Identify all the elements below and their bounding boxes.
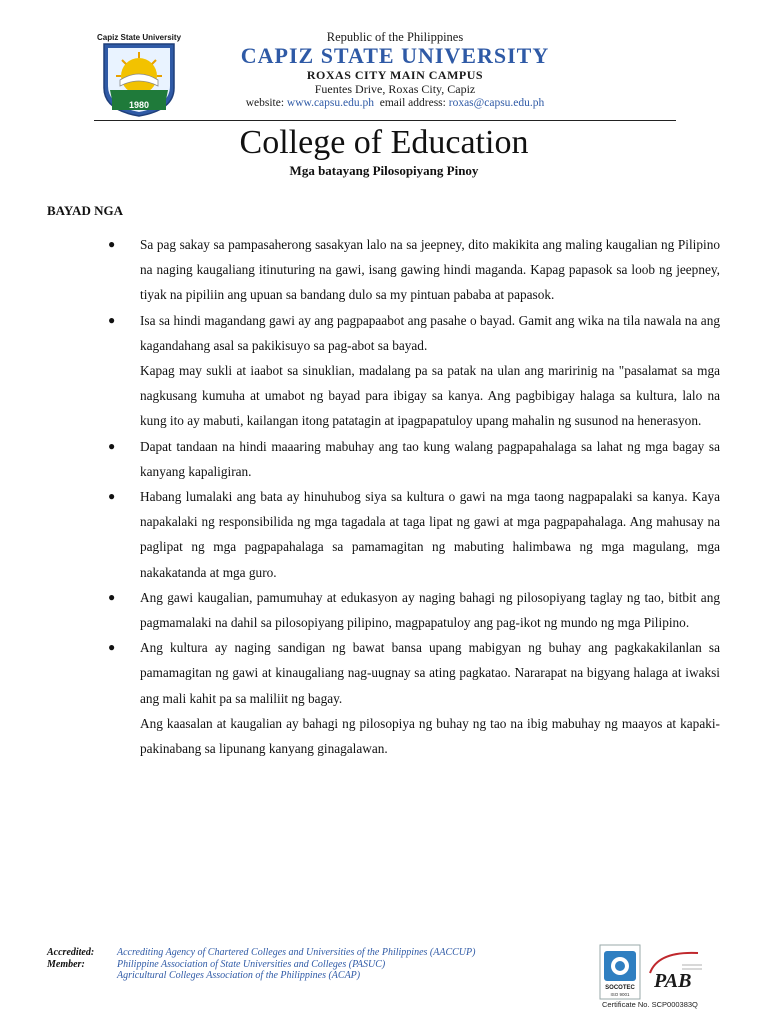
certification-logos	[598, 943, 708, 1001]
paragraph: Ang gawi kaugalian, pamumuhay at edukasyon ay naging bahagi ng pilosopiyang taglay ng tao, bitbit ang pagmamalaki na dahil sa pilosopiyang pilipino, magpapatuloy ang pag-ikot ng mundo ng mga Pilipino.	[140, 589, 720, 631]
accredited-label: Accredited:	[47, 947, 95, 958]
pab-logo-icon	[650, 953, 702, 992]
bullet-icon: ●	[108, 640, 116, 655]
letterhead	[215, 30, 575, 110]
bullet-icon: ●	[108, 589, 116, 604]
section-heading: BAYAD NGA	[47, 203, 123, 218]
list-item	[108, 484, 720, 585]
pab-text: PAB	[654, 970, 692, 992]
paragraph: Isa sa hindi magandang gawi ay ang pagpapaabot ang pasahe o bayad. Gamit ang wika na tila nawala na ang kagandahang asal sa pakikisuyo sa pag-abot sa bayad.	[140, 312, 720, 353]
email-label: email address:	[379, 97, 446, 109]
email-link[interactable]: roxas@capsu.edu.ph	[448, 97, 545, 109]
bullet-icon: ●	[108, 438, 116, 453]
member-label: Member:	[47, 958, 85, 970]
paragraph: Kapag may sukli at iaabot sa sinuklian, madalang pa sa patak na ulan ang maririnig na "pasalamat sa mga nagkusang kumuha at umabot ng bayad para ibigay sa kanya. Ang pagbibigay halaga sa kultura, lalo na kung ito ay mabuti, kailangan itong patatagin at ipagpapatuloy upang mahalin ng susunod na henerasyon.	[140, 363, 720, 429]
member-org: Agricultural Colleges Association of the Philippines (ACAP)	[117, 970, 361, 981]
bullet-list	[108, 232, 720, 761]
svg-text:1980: 1980	[128, 100, 150, 110]
republic-line: Republic of the Philippines	[326, 30, 464, 44]
bullet-icon: ●	[108, 489, 116, 504]
list-item	[108, 585, 720, 635]
contact-line	[215, 96, 575, 110]
certificate-number: Certificate No. SCP000383Q	[602, 1000, 698, 1009]
header-divider	[94, 120, 676, 121]
page-subtitle: Mga batayang Pilosopiyang Pinoy	[289, 163, 479, 178]
iso-text: ISO 9001	[610, 992, 630, 997]
socotec-text: SOCOTEC	[605, 985, 635, 991]
page-title: College of Education	[239, 124, 529, 161]
list-item	[108, 308, 720, 434]
list-item	[108, 232, 720, 308]
paragraph: Habang lumalaki ang bata ay hinuhubog siya sa kultura o gawi na mga taong nagpapalaki sa kanya. Kaya napakalaki ng responsibilida ng mga tagadala at taga lipat ng gawi at mga pagpapahalaga. Ang mahusay na paglipat ng mga pagpapahalaga sa pamamagitan ng mabuting halimbawa ng mga magulang, mga nakakatanda at mga guro.	[140, 489, 720, 580]
website-link[interactable]: www.capsu.edu.ph	[286, 97, 374, 109]
campus-address: Fuentes Drive, Roxas City, Capiz	[314, 82, 476, 96]
accredited-org: Accrediting Agency of Chartered Colleges and Universities of the Philippines (AACCUP)	[117, 947, 476, 958]
paragraph: Sa pag sakay sa pampasaherong sasakyan lalo na sa jeepney, dito makikita ang maling kaugalian ng Pilipino na naging kaugaliang itinuturing na gawi, isang gawing hindi maganda. Kapag papasok sa loob ng jeepney, tiyak na pipiliin ang upuan sa bandang dulo sa my pintuan pababa at papasok.	[140, 237, 720, 303]
footer-affiliations	[47, 947, 475, 982]
list-item	[108, 434, 720, 484]
bullet-icon: ●	[108, 312, 116, 327]
university-seal-logo	[94, 30, 184, 118]
socotec-badge-icon	[600, 945, 640, 999]
university-name: CAPIZ STATE UNIVERSITY	[240, 43, 550, 68]
campus-name: ROXAS CITY MAIN CAMPUS	[306, 68, 484, 82]
paragraph: Ang kaasalan at kaugalian ay bahagi ng pilosopiya ng buhay ng tao na ibig mabuhay ng maayos at kapaki-pakinabang sa lipunang kanyang ginagalawan.	[140, 715, 720, 757]
list-item	[108, 635, 720, 761]
website-label: website:	[245, 97, 285, 109]
paragraph: Dapat tandaan na hindi maaaring mabuhay ang tao kung walang pagpapahalaga sa lahat ng mga bagay sa kanyang kapaligiran.	[140, 438, 720, 479]
svg-text:Capiz State University: Capiz State University	[96, 33, 182, 42]
member-org: Philippine Association of State Universities and Colleges (PASUC)	[117, 958, 386, 970]
bullet-icon: ●	[108, 237, 116, 251]
paragraph: Ang kultura ay naging sandigan ng bawat bansa upang mabigyan ng buhay ang pagkakakilanlan sa pamamagitan ng gawi at kinaugaliang nag-uugnay sa ating pagkatao. Nararapat na bigyang halaga at iwaksi ang mali kahit pa sa maliliit ng bagay.	[140, 640, 720, 706]
